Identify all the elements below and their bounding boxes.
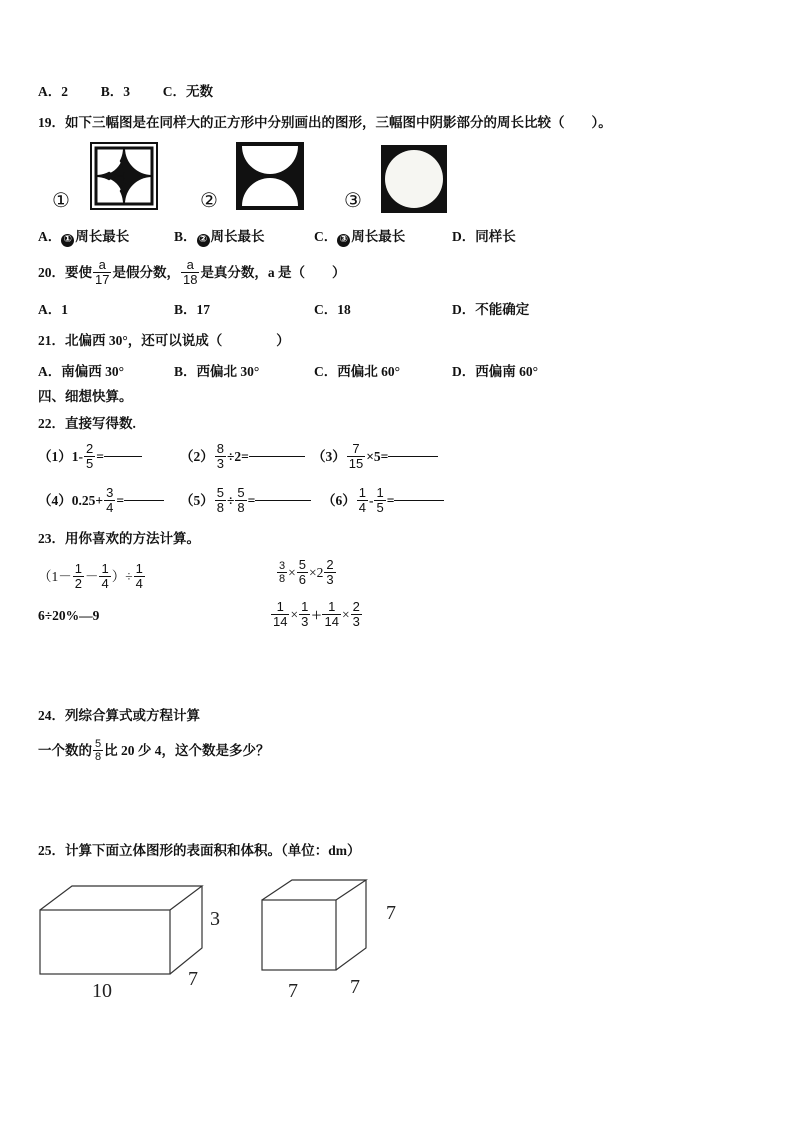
q19-option-c: C． ③ 周长最长 bbox=[314, 229, 406, 245]
figure-2-semicircles bbox=[236, 142, 304, 210]
cuboid-height-label: 3 bbox=[210, 908, 220, 930]
cuboid-figure bbox=[30, 878, 230, 978]
q24-stem: 24．列综合算式或方程计算 bbox=[38, 708, 200, 723]
figure-3-label: ③ bbox=[344, 188, 362, 212]
q24-problem: 一个数的 $\frac{5}{8}$ 比 20 少 4，这个数是多少？ bbox=[38, 738, 270, 763]
q18-option-c: C．无数 bbox=[162, 84, 214, 99]
q20-fraction-a-17: $\frac{a}{17}$ bbox=[95, 257, 110, 287]
q20-mid: 是假分数， bbox=[112, 264, 180, 280]
q25-stem: 25．计算下面立体图形的表面积和体积。（单位：dm） bbox=[38, 843, 361, 858]
answer-blank-1[interactable] bbox=[104, 456, 142, 457]
figure-1-astroid bbox=[90, 142, 158, 210]
q18-options bbox=[38, 84, 213, 100]
q21-option-d: D．西偏南 60° bbox=[452, 364, 539, 379]
q23-expression-1: （1－ $\frac{1}{2}$ － $\frac{1}{4}$ ）÷ $\frac{1}{4}$ bbox=[38, 561, 143, 591]
q22-problem-5: （5） $\frac{5}{8}$ ÷ $\frac{5}{8}$ = bbox=[180, 486, 311, 515]
q23-expression-3: 6÷20%—9 bbox=[38, 608, 100, 623]
q21-stem: 21．北偏西 30°，还可以说成（ ） bbox=[38, 333, 290, 348]
cube-figure bbox=[254, 876, 384, 976]
q22-stem: 22．直接写得数. bbox=[38, 416, 136, 431]
answer-blank-5[interactable] bbox=[255, 500, 311, 501]
q20-option-d: D．不能确定 bbox=[452, 302, 530, 317]
q23-stem: 23．用你喜欢的方法计算。 bbox=[38, 531, 200, 546]
q20-prefix: 20．要使 bbox=[38, 264, 92, 280]
q20-fraction-a-18: $\frac{a}{18}$ bbox=[182, 257, 198, 287]
cuboid-width-label: 7 bbox=[188, 968, 198, 990]
q22-problem-2: （2） $\frac{8}{3}$ ÷2= bbox=[180, 442, 305, 471]
q22-problem-3: （3） $\frac{7}{15}$ ×5= bbox=[312, 442, 438, 471]
section-4-heading: 四、细想快算。 bbox=[38, 389, 133, 404]
answer-blank-2[interactable] bbox=[249, 456, 305, 457]
q20-stem bbox=[38, 258, 346, 287]
q20-option-c: C．18 bbox=[314, 302, 351, 317]
q22-problem-4: （4）0.25+ $\frac{3}{4}$ = bbox=[38, 486, 164, 515]
figure-1-label: ① bbox=[52, 188, 70, 212]
q20-option-b: B．17 bbox=[174, 302, 211, 317]
q18-option-b: B．3 bbox=[100, 84, 131, 99]
q19-stem: 19．如下三幅图是在同样大的正方形中分别画出的图形，三幅图中阴影部分的周长比较（ ）。 bbox=[38, 115, 612, 130]
q22-problem-6: （6） $\frac{1}{4}$ - $\frac{1}{5}$ = bbox=[322, 486, 444, 515]
q21-option-b: B．西偏北 30° bbox=[174, 364, 260, 379]
q19-option-d: D．同样长 bbox=[452, 229, 516, 244]
cuboid-length-label: 10 bbox=[92, 980, 112, 1002]
q23-expression-4: $\frac{1}{14}$ × $\frac{1}{3}$ + $\frac{1}{14}$ × $\frac{2}{3}$ bbox=[273, 599, 360, 629]
q21-option-c: C．西偏北 60° bbox=[314, 364, 401, 379]
answer-blank-4[interactable] bbox=[124, 500, 164, 501]
answer-blank-3[interactable] bbox=[388, 456, 438, 457]
cube-side-label: 7 bbox=[350, 976, 360, 998]
cube-height-label: 7 bbox=[386, 902, 396, 924]
answer-blank-6[interactable] bbox=[394, 500, 444, 501]
q21-option-a: A．南偏西 30° bbox=[38, 364, 125, 379]
figure-3-circle bbox=[380, 144, 448, 214]
q18-option-a: A．2 bbox=[38, 84, 68, 99]
q19-option-b: B． ② 周长最长 bbox=[174, 229, 265, 245]
q19-figures bbox=[50, 140, 470, 220]
q20-suffix: 是真分数，a 是（ ） bbox=[200, 264, 346, 280]
q20-option-a: A．1 bbox=[38, 302, 68, 317]
figure-2-label: ② bbox=[200, 188, 218, 212]
q19-option-a: A． ① 周长最长 bbox=[38, 229, 130, 245]
q22-problem-1: （1）1- $\frac{2}{5}$ = bbox=[38, 442, 142, 471]
q23-expression-2: $\frac{3}{8}$ × $\frac{5}{6}$ ×2 $\frac{2}{3}$ bbox=[279, 557, 334, 587]
cube-front-label: 7 bbox=[288, 980, 298, 1002]
